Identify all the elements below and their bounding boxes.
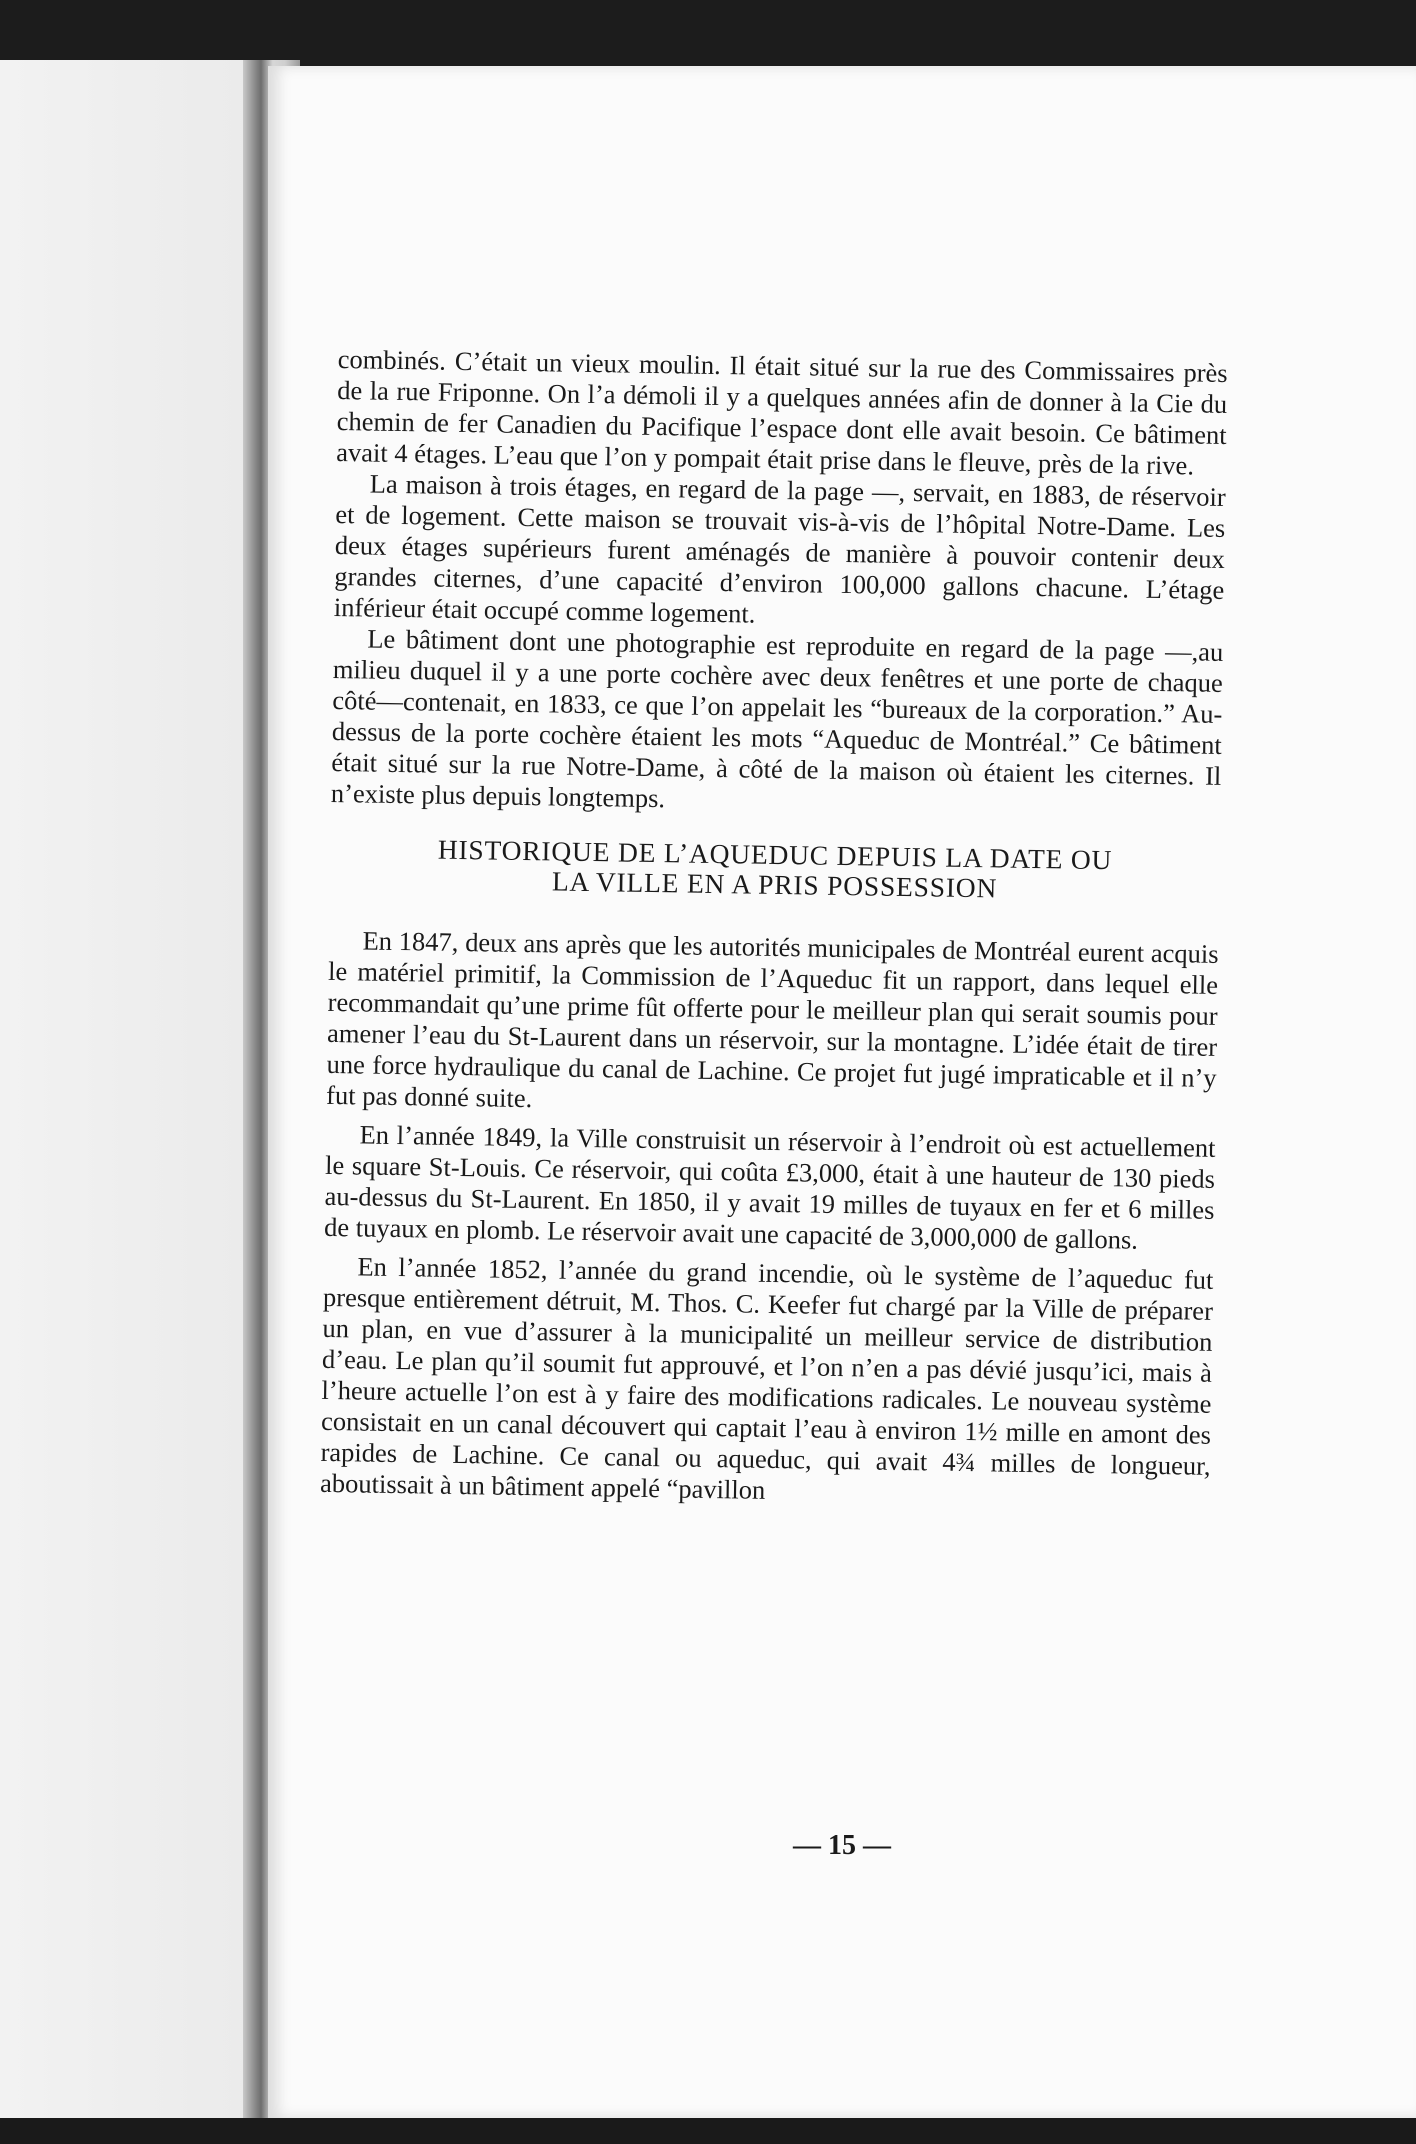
paragraph: En l’année 1852, l’année du grand incendie, où le système de l’aqueduc fut presque entièrement détruit, M. Thos. C. Keefer fut chargé par la Ville de préparer un plan, en vue d’assurer à la municipalité un meilleur service de distribution d’eau. Le plan qu’il soumit fut approuvé, et l’on n’en a pas dévié jusqu’ici, mais à l’heure actuelle l’on est à y faire des modifications radicales. Le nouveau système consistait en un canal découvert qui captait l’eau à environ 1½ mille en amont des rapides de Lachine. Ce canal ou aqueduc, qui avait 4¾ milles de longueur, aboutissait à un bâtiment appelé “pavillon (319, 1251, 1214, 1505)
book-page (268, 66, 1416, 2118)
page-number: — 15 — (793, 1830, 891, 1861)
section-heading-line: LA VILLE EN A PRIS POSSESSION (551, 865, 998, 904)
paragraph: combinés. C’était un vieux moulin. Il était situé sur la rue des Commissaires près de la rue Friponne. On l’a démoli il y a quelques années afin de donner à la Cie du chemin de fer Canadien du Pacifique l’espace dont elle avait besoin. Ce bâtiment avait 4 étages. L’eau que l’on y pompait était prise dans le fleuve, près de la rive. (336, 344, 1228, 481)
section-heading (329, 833, 1220, 907)
paragraph: Le bâtiment dont une photographie est reproduite en regard de la page —,au milieu duquel il y a une porte cochère avec deux fenêtres et une porte de chaque côté—contenait, en 1833, ce que l’on appelait les “bureaux de la corporation.” Au-dessus de la porte cochère étaient les mots “Aqueduc de Montréal.” Ce bâtiment était situé sur la rue Notre-Dame, à côté de la maison où étaient les citernes. Il n’existe plus depuis longtemps. (330, 623, 1224, 814)
paragraph: En l’année 1849, la Ville construisit un réservoir à l’endroit où est actuellement le square St-Louis. Ce réservoir, qui coûta £3,000, était à une hauteur de 130 pieds au-dessus du St-Laurent. En 1850, il y avait 19 milles de tuyaux en fer et 6 milles de tuyaux en plomb. Le réservoir avait une capacité de 3,000,000 de gallons. (323, 1119, 1216, 1255)
paragraph: La maison à trois étages, en regard de la page —, servait, en 1883, de réservoir et de logement. Cette maison se trouvait vis-à-vis de l’hôpital Notre-Dame. Les deux étages supérieurs furent aménagés de manière à pouvoir contenir deux grandes citernes, d’une capacité d’environ 100,000 gallons chacune. L’étage inférieur était occupé comme logement. (333, 468, 1226, 629)
scan-bottom-edge (0, 2118, 1416, 2144)
section-heading-line: HISTORIQUE DE L’AQUEDUC DEPUIS LA DATE OU (437, 833, 1113, 876)
page-text-block (320, 344, 1228, 1513)
paragraph: En 1847, deux ans après que les autorités municipales de Montréal eurent acquis le matériel primitif, la Commission de l’Aqueduc fit un rapport, dans lequel elle recommandait qu’une prime fût offerte pour le meilleur plan qui serait soumis pour amener l’eau du St-Laurent dans un réservoir, sur la montagne. L’idée était de tirer une force hydraulique du canal de Lachine. Ce projet fut jugé impraticable et il n’y fut pas donné suite. (325, 925, 1219, 1114)
